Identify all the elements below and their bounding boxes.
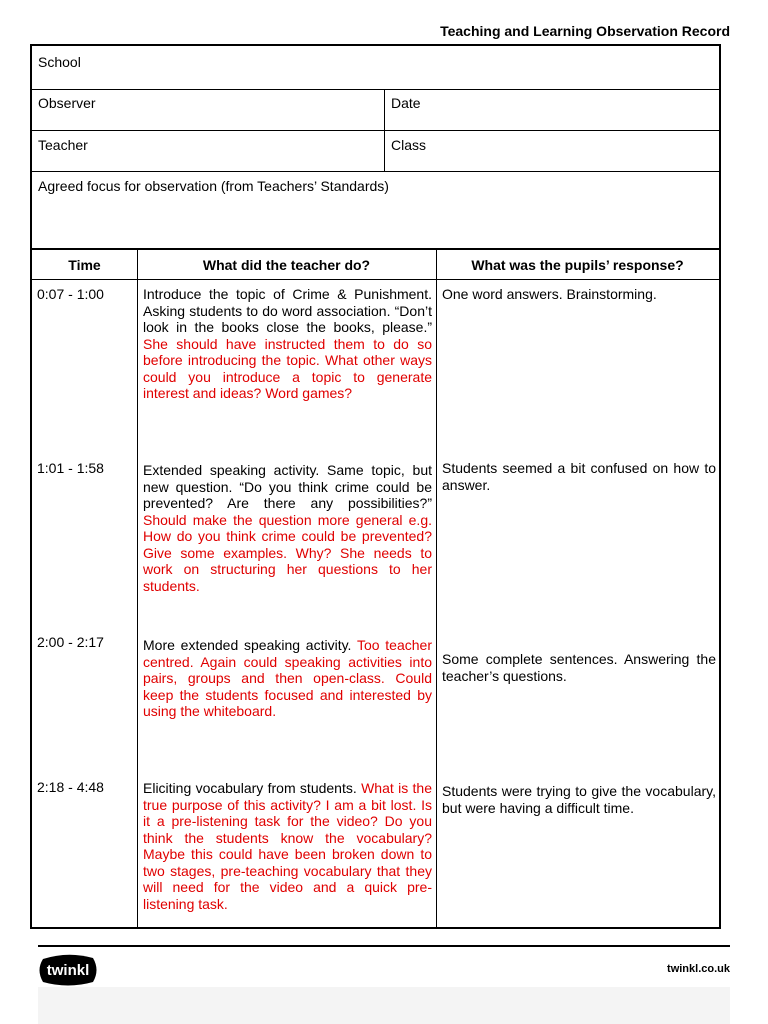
observer-label: Observer (38, 95, 96, 111)
observation-form (30, 44, 721, 929)
table-row-time: 0:07 - 1:00 (37, 286, 104, 302)
teacher-action-text: More extended speaking activity. (143, 637, 357, 653)
teacher-action-text: Eliciting vocabulary from students. (143, 780, 362, 796)
teacher-action-cell (143, 637, 432, 720)
observer-comment: Should make the question more general e.g. How do you think crime could be prevented? Give some examples. Why? She needs to work on structuring her questions to her students. (143, 511, 432, 594)
teacher-action-cell (143, 780, 432, 912)
pupil-response: Some complete sentences. Answering the teacher’s questions. (442, 651, 716, 684)
teacher-action-text: Extended speaking activity. Same topic, but new question. “Do you think crime could be prevented? Are there any possibilities?” (143, 462, 432, 511)
school-label: School (38, 54, 81, 70)
observer-comment: Too teacher centred. Again could speaking activities into pairs, groups and then open-class. Could keep the students focused and interested by using the whiteboard. (143, 637, 432, 719)
pupil-response: One word answers. Brainstorming. (442, 286, 657, 302)
observer-comment: She should have instructed them to do so before introducing the topic. What other ways could you introduce a topic to generate interest and ideas? Word games? (143, 335, 432, 401)
footer-website: twinkl.co.uk (667, 963, 730, 975)
observer-comment: What is the true purpose of this activity? I am a bit lost. Is it a pre-listening task for the video? Do you think the students know the vocabulary? Maybe this could have been broken down to two stages, pre-teaching vocabulary that they will need for the video and a quick pre-listening task. (143, 780, 432, 912)
focus-label: Agreed focus for observation (from Teachers’ Standards) (38, 178, 389, 194)
column-header-teacher: What did the teacher do? (202, 257, 371, 273)
table-row-time: 2:18 - 4:48 (37, 779, 104, 795)
class-label: Class (391, 137, 427, 153)
date-label: Date (391, 95, 421, 111)
logo-text: twinkl (46, 962, 90, 979)
footer-band (38, 987, 730, 1024)
pupil-response: Students were trying to give the vocabulary, but were having a difficult time. (442, 783, 716, 816)
column-header-time: Time (68, 257, 101, 273)
teacher-label: Teacher (38, 137, 88, 153)
teacher-action-cell (143, 286, 432, 402)
table-row-time: 2:00 - 2:17 (37, 634, 104, 650)
teacher-action-cell (143, 462, 432, 594)
column-header-response: What was the pupils’ response? (471, 257, 684, 273)
teacher-action-text: Introduce the topic of Crime & Punishment. Asking students to do word association. “Don’t look in the books close the books, please.” (143, 286, 432, 335)
pupil-response: Students seemed a bit confused on how to answer. (442, 460, 716, 493)
table-row-time: 1:01 - 1:58 (37, 460, 104, 476)
document-title: Teaching and Learning Observation Record (440, 23, 730, 39)
footer-divider (38, 945, 730, 947)
